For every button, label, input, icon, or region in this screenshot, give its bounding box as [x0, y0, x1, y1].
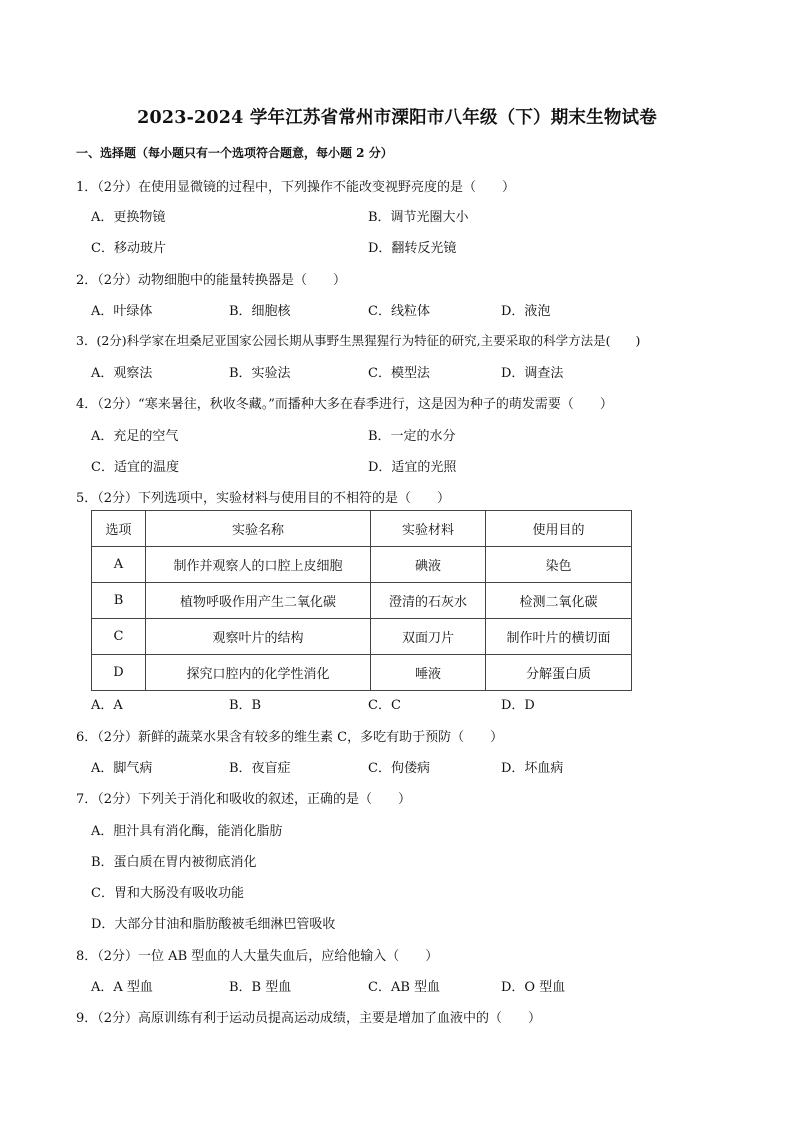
question-2-stem: 2．（2分）动物细胞中的能量转换器是（ ） — [76, 273, 347, 288]
question-7-option-a: A．胆汁具有消化酶，能消化脂肪 — [91, 824, 283, 839]
table-cell: 制作并观察人的口腔上皮细胞 — [146, 547, 371, 583]
page-title: 2023-2024 学年江苏省常州市溧阳市八年级（下）期末生物试卷 — [137, 108, 657, 128]
table-cell: 分解蛋白质 — [486, 655, 632, 691]
question-8-stem: 8．（2分）一位 AB 型血的人大量失血后，应给他输入（ ） — [76, 949, 439, 964]
question-3-stem: 3．(2分)科学家在坦桑尼亚国家公园长期从事野生黑猩猩行为特征的研究,主要采取的科学方法是( ) — [76, 333, 641, 348]
question-3-option-c: C．模型法 — [368, 366, 430, 381]
table-cell: 双面刀片 — [371, 619, 486, 655]
table-row — [92, 547, 632, 583]
question-8-option-d: D．O 型血 — [501, 980, 566, 995]
question-2-option-a: A．叶绿体 — [91, 304, 153, 319]
table-cell: D — [92, 655, 146, 691]
question-6-option-a: A．脚气病 — [91, 761, 153, 776]
table-cell: 唾液 — [371, 655, 486, 691]
question-7-option-b: B．蛋白质在胃内被彻底消化 — [91, 855, 257, 870]
question-1-option-c: C．移动玻片 — [91, 241, 166, 256]
question-7-stem: 7．（2分）下列关于消化和吸收的叙述，正确的是（ ） — [76, 792, 412, 807]
question-4-option-c: C．适宜的温度 — [91, 460, 179, 475]
table-cell: 检测二氧化碳 — [486, 583, 632, 619]
question-4-stem: 4．（2分）“寒来暑往，秋收冬藏。”而播种大多在春季进行，这是因为种子的萌发需要（ ） — [76, 397, 613, 412]
question-5-stem: 5．（2分）下列选项中，实验材料与使用目的不相符的是（ ） — [76, 491, 451, 506]
question-2-option-d: D．液泡 — [501, 304, 551, 319]
question-2-option-b: B．细胞核 — [229, 304, 291, 319]
question-1-stem: 1．（2分）在使用显微镜的过程中，下列操作不能改变视野亮度的是（ ） — [76, 180, 516, 195]
question-7-option-c: C．胃和大肠没有吸收功能 — [91, 886, 244, 901]
question-8-option-b: B．B 型血 — [229, 980, 292, 995]
question-6-option-d: D．坏血病 — [501, 761, 564, 776]
question-5-option-b: B．B — [229, 698, 262, 713]
question-5-option-d: D．D — [501, 698, 535, 713]
question-1-option-a: A．更换物镜 — [91, 210, 166, 225]
table-cell: 制作叶片的横切面 — [486, 619, 632, 655]
section-heading: 一、选择题（每小题只有一个选项符合题意，每小题 2 分） — [76, 146, 393, 160]
table-cell: 澄清的石灰水 — [371, 583, 486, 619]
question-5-option-a: A．A — [91, 698, 123, 713]
table-cell: 染色 — [486, 547, 632, 583]
table-header-cell: 实验名称 — [146, 511, 371, 547]
table-header-cell: 使用目的 — [486, 511, 632, 547]
question-6-option-b: B．夜盲症 — [229, 761, 291, 776]
question-2-option-c: C．线粒体 — [368, 304, 430, 319]
table-header-cell: 实验材料 — [371, 511, 486, 547]
table-cell: 植物呼吸作用产生二氧化碳 — [146, 583, 371, 619]
table-header-cell: 选项 — [92, 511, 146, 547]
table-row — [92, 655, 632, 691]
question-9-stem: 9．（2分）高原训练有利于运动员提高运动成绩，主要是增加了血液中的（ ） — [76, 1011, 542, 1026]
question-4-option-b: B．一定的水分 — [368, 429, 456, 444]
question-8-option-a: A．A 型血 — [91, 980, 153, 995]
question-1-option-d: D．翻转反光镜 — [368, 241, 457, 256]
question-3-option-a: A．观察法 — [91, 366, 153, 381]
question-3-option-d: D．调查法 — [501, 366, 564, 381]
table-header-row — [92, 511, 632, 547]
question-6-option-c: C．佝偻病 — [368, 761, 430, 776]
question-4-option-d: D．适宜的光照 — [368, 460, 457, 475]
table-cell: C — [92, 619, 146, 655]
question-7-option-d: D．大部分甘油和脂肪酸被毛细淋巴管吸收 — [91, 917, 336, 932]
table-cell: A — [92, 547, 146, 583]
table-cell: 观察叶片的结构 — [146, 619, 371, 655]
table-cell: 碘液 — [371, 547, 486, 583]
table-row — [92, 619, 632, 655]
question-8-option-c: C．AB 型血 — [368, 980, 441, 995]
experiment-table — [91, 510, 632, 691]
question-6-stem: 6．（2分）新鲜的蔬菜水果含有较多的维生素 C，多吃有助于预防（ ） — [76, 730, 504, 745]
table-cell: B — [92, 583, 146, 619]
question-3-option-b: B．实验法 — [229, 366, 291, 381]
table-row — [92, 583, 632, 619]
question-5-option-c: C．C — [368, 698, 401, 713]
question-1-option-b: B．调节光圈大小 — [368, 210, 469, 225]
table-cell: 探究口腔内的化学性消化 — [146, 655, 371, 691]
question-4-option-a: A．充足的空气 — [91, 429, 179, 444]
